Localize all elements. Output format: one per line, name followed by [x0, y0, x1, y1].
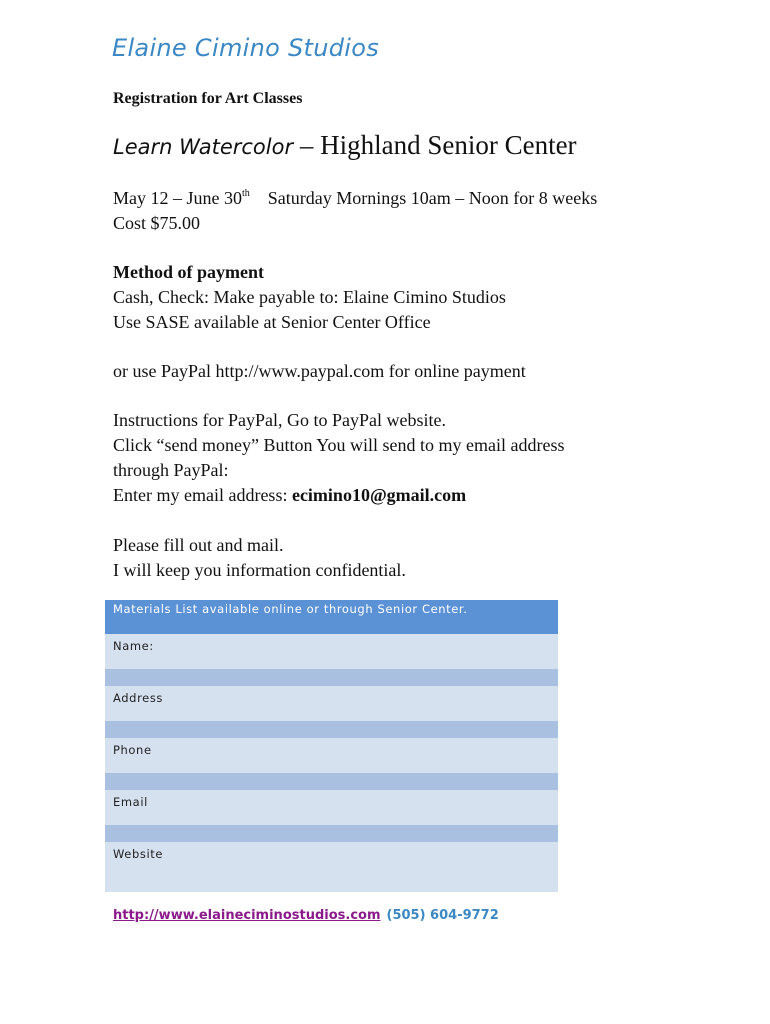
phone-field[interactable]: Phone: [105, 738, 558, 773]
payment-block: [113, 260, 506, 335]
address-field[interactable]: Address: [105, 686, 558, 721]
closing-block: [113, 533, 406, 583]
name-field[interactable]: Name:: [105, 634, 558, 669]
schedule-line: [113, 186, 597, 211]
form-divider: [105, 669, 558, 686]
class-title-separator: –: [293, 130, 321, 160]
instructions-line-1: Instructions for PayPal, Go to PayPal website.: [113, 410, 446, 430]
paypal-instructions: [113, 408, 564, 508]
closing-line-1: Please fill out and mail.: [113, 535, 284, 555]
class-title: [113, 130, 577, 161]
phone-number: (505) 604-9772: [386, 908, 499, 923]
schedule-time: Saturday Mornings 10am – Noon for 8 weeks: [267, 188, 598, 208]
payment-line-2: Use SASE available at Senior Center Office: [113, 312, 431, 332]
cost: Cost $75.00: [113, 213, 201, 233]
email-line: [113, 483, 564, 508]
form-divider: [105, 721, 558, 738]
form-header: Materials List available online or through Senior Center.: [105, 600, 558, 634]
schedule-dates: May 12 – June 30: [113, 188, 242, 208]
payment-heading: Method of payment: [113, 262, 264, 282]
email-field[interactable]: Email: [105, 790, 558, 825]
registration-subtitle: Registration for Art Classes: [113, 90, 303, 107]
website-field[interactable]: Website: [105, 842, 558, 892]
instructions-line-3: through PayPal:: [113, 460, 229, 480]
paypal-line: or use PayPal http://www.paypal.com for online payment: [113, 361, 526, 381]
schedule-block: [113, 186, 597, 236]
instructions-line-2: Click “send money” Button You will send to my email address: [113, 435, 565, 455]
class-title-location: Highland Senior Center: [320, 130, 577, 160]
studio-name: Elaine Cimino Studios: [112, 34, 380, 62]
closing-line-2: I will keep you information confidential.: [113, 560, 406, 580]
website-link[interactable]: http://www.elaineciminostudios.com: [113, 908, 381, 923]
class-title-script: Learn Watercolor: [113, 135, 294, 159]
schedule-dates-suffix: th: [242, 188, 250, 199]
form-divider: [105, 773, 558, 790]
registration-form: [105, 600, 558, 892]
footer: [113, 908, 499, 923]
form-divider: [105, 825, 558, 842]
email-prefix: Enter my email address:: [113, 485, 292, 505]
payment-line-1: Cash, Check: Make payable to: Elaine Cimino Studios: [113, 287, 506, 307]
email-address: ecimino10@gmail.com: [291, 485, 467, 505]
